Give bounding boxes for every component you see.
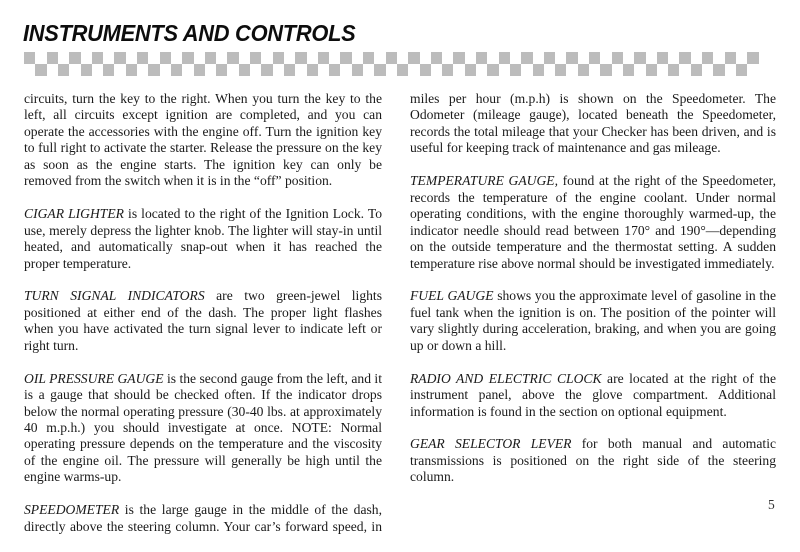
checker-square xyxy=(126,64,137,76)
checker-square xyxy=(227,52,238,64)
term-radio-and-electric-clock: RADIO AND ELECTRIC CLOCK xyxy=(410,370,602,386)
checker-square xyxy=(533,64,544,76)
paragraph-ignition-continued: circuits, turn the key to the right. When you turn the key to the left, all circuits except ignition are completed, and you can operate the accessories with the engine off. Turn the ignition key to full right to activate the starter. Release the pressure on the key as soon as the engine starts. The ignition key can only be removed from the switch when it is in the “off” position. xyxy=(24,91,382,189)
paragraph-cigar-lighter: CIGAR LIGHTER is located to the right of the Ignition Lock. To use, merely depress the lighter knob. The lighter will stay-in until heated, and automatically snap-out when it has reached the proper temperature. xyxy=(24,206,382,271)
checker-square xyxy=(81,64,92,76)
checker-square xyxy=(363,52,374,64)
checker-square xyxy=(194,64,205,76)
term-turn-signal-indicators: TURN SIGNAL INDICATORS xyxy=(24,288,205,304)
term-gear-selector-lever: GEAR SELECTOR LEVER xyxy=(410,436,572,452)
term-oil-pressure-gauge: OIL PRESSURE GAUGE xyxy=(24,370,164,386)
paragraph-turn-signal-indicators: TURN SIGNAL INDICATORS are two green-jewel lights positioned at either end of the dash. The proper light flashes when you have activated the turn signal lever to indicate left or right turn. xyxy=(24,288,382,353)
checker-square xyxy=(668,64,679,76)
checker-square xyxy=(634,52,645,64)
checker-square xyxy=(160,52,171,64)
checker-square xyxy=(386,52,397,64)
checker-square xyxy=(295,52,306,64)
checker-square xyxy=(408,52,419,64)
checker-square xyxy=(431,52,442,64)
checker-square xyxy=(691,64,702,76)
checker-square xyxy=(476,52,487,64)
checker-square xyxy=(646,64,657,76)
checker-square xyxy=(171,64,182,76)
checker-square xyxy=(114,52,125,64)
checker-square xyxy=(273,52,284,64)
term-fuel-gauge: FUEL GAUGE xyxy=(410,288,494,304)
checker-square xyxy=(397,64,408,76)
term-cigar-lighter: CIGAR LIGHTER xyxy=(24,206,124,222)
paragraph-fuel-gauge: FUEL GAUGE shows you the approximate level of gasoline in the fuel tank when the ignition is on. The position of the pointer will vary slightly during acceleration, braking, and when you are going up or down a hill. xyxy=(410,288,776,353)
checker-square xyxy=(499,52,510,64)
checker-square xyxy=(544,52,555,64)
checker-square xyxy=(566,52,577,64)
paragraph-temperature-gauge: TEMPERATURE GAUGE, found at the right of the Speedometer, records the temperature of the engine coolant. Under normal operating conditions, with the engine thoroughly warmed-up, the indicator needle should read between 170° and 190°—depending on the outside temperature and the thermostat setting. A sudden temperature rise above normal should be investigated immediately. xyxy=(410,173,776,271)
checker-square xyxy=(58,64,69,76)
checker-square xyxy=(679,52,690,64)
checker-square xyxy=(239,64,250,76)
paragraph-speedometer-continued: miles per hour (m.p.h) is shown on the Speedometer. The Odometer (mileage gauge), located beneath the Speedometer, records the total mileage that your Checker has been driven, and is useful for keeping track of maintenance and gas mileage. xyxy=(410,91,776,156)
checker-square xyxy=(702,52,713,64)
checker-square xyxy=(318,52,329,64)
checker-square xyxy=(600,64,611,76)
checker-square xyxy=(725,52,736,64)
checker-square xyxy=(307,64,318,76)
page-number: 5 xyxy=(768,497,775,512)
term-speedometer: SPEEDOMETER xyxy=(24,502,120,518)
checker-square xyxy=(92,52,103,64)
checker-square xyxy=(69,52,80,64)
checker-square xyxy=(103,64,114,76)
checker-square xyxy=(736,64,747,76)
checker-square xyxy=(521,52,532,64)
checker-square xyxy=(578,64,589,76)
checker-square xyxy=(352,64,363,76)
paragraph-radio-and-clock: RADIO AND ELECTRIC CLOCK are located at the right of the instrument panel, above the glove compartment. Additional information is found in the section on optional equipment. xyxy=(410,370,776,419)
checker-square xyxy=(261,64,272,76)
checker-square xyxy=(340,52,351,64)
checker-square xyxy=(47,52,58,64)
checker-square xyxy=(612,52,623,64)
checker-square xyxy=(24,52,35,64)
checker-square xyxy=(442,64,453,76)
paragraph-oil-pressure-gauge: OIL PRESSURE GAUGE is the second gauge from the left, and it is a gauge that should be checked often. If the indicator drops below the normal operating pressure (30-40 lbs. at approximately 40 m.p.h.) you should investigate at once. NOTE: Normal operating pressure depends on the temperature and the viscosity of the engine oil. The pressure will generally be high until the engine warms-up. xyxy=(24,370,382,485)
checker-square xyxy=(487,64,498,76)
checker-square xyxy=(284,64,295,76)
checker-square xyxy=(205,52,216,64)
checker-square xyxy=(35,64,46,76)
checker-square xyxy=(137,52,148,64)
paragraph-gear-selector-lever: GEAR SELECTOR LEVER for both manual and automatic transmissions is positioned on the right side of the steering column. xyxy=(410,436,777,485)
page-title: INSTRUMENTS AND CONTROLS xyxy=(23,20,356,46)
checker-square xyxy=(713,64,724,76)
checker-square xyxy=(374,64,385,76)
term-temperature-gauge: TEMPERATURE GAUGE, xyxy=(410,173,558,189)
checker-square xyxy=(148,64,159,76)
checker-square xyxy=(329,64,340,76)
checker-square xyxy=(589,52,600,64)
checker-square xyxy=(182,52,193,64)
left-column xyxy=(24,91,382,552)
paragraph-speedometer: SPEEDOMETER is the large gauge in the middle of the dash, directly above the steering column. Your car’s forward speed, in xyxy=(24,502,382,534)
checker-square xyxy=(420,64,431,76)
checker-square xyxy=(747,52,758,64)
checker-square xyxy=(465,64,476,76)
checker-square xyxy=(510,64,521,76)
checker-square xyxy=(555,64,566,76)
right-column xyxy=(410,91,776,502)
checker-square xyxy=(216,64,227,76)
checker-square xyxy=(657,52,668,64)
checker-square xyxy=(250,52,261,64)
checker-square xyxy=(453,52,464,64)
checker-square xyxy=(623,64,634,76)
checkerboard-divider xyxy=(24,52,764,76)
